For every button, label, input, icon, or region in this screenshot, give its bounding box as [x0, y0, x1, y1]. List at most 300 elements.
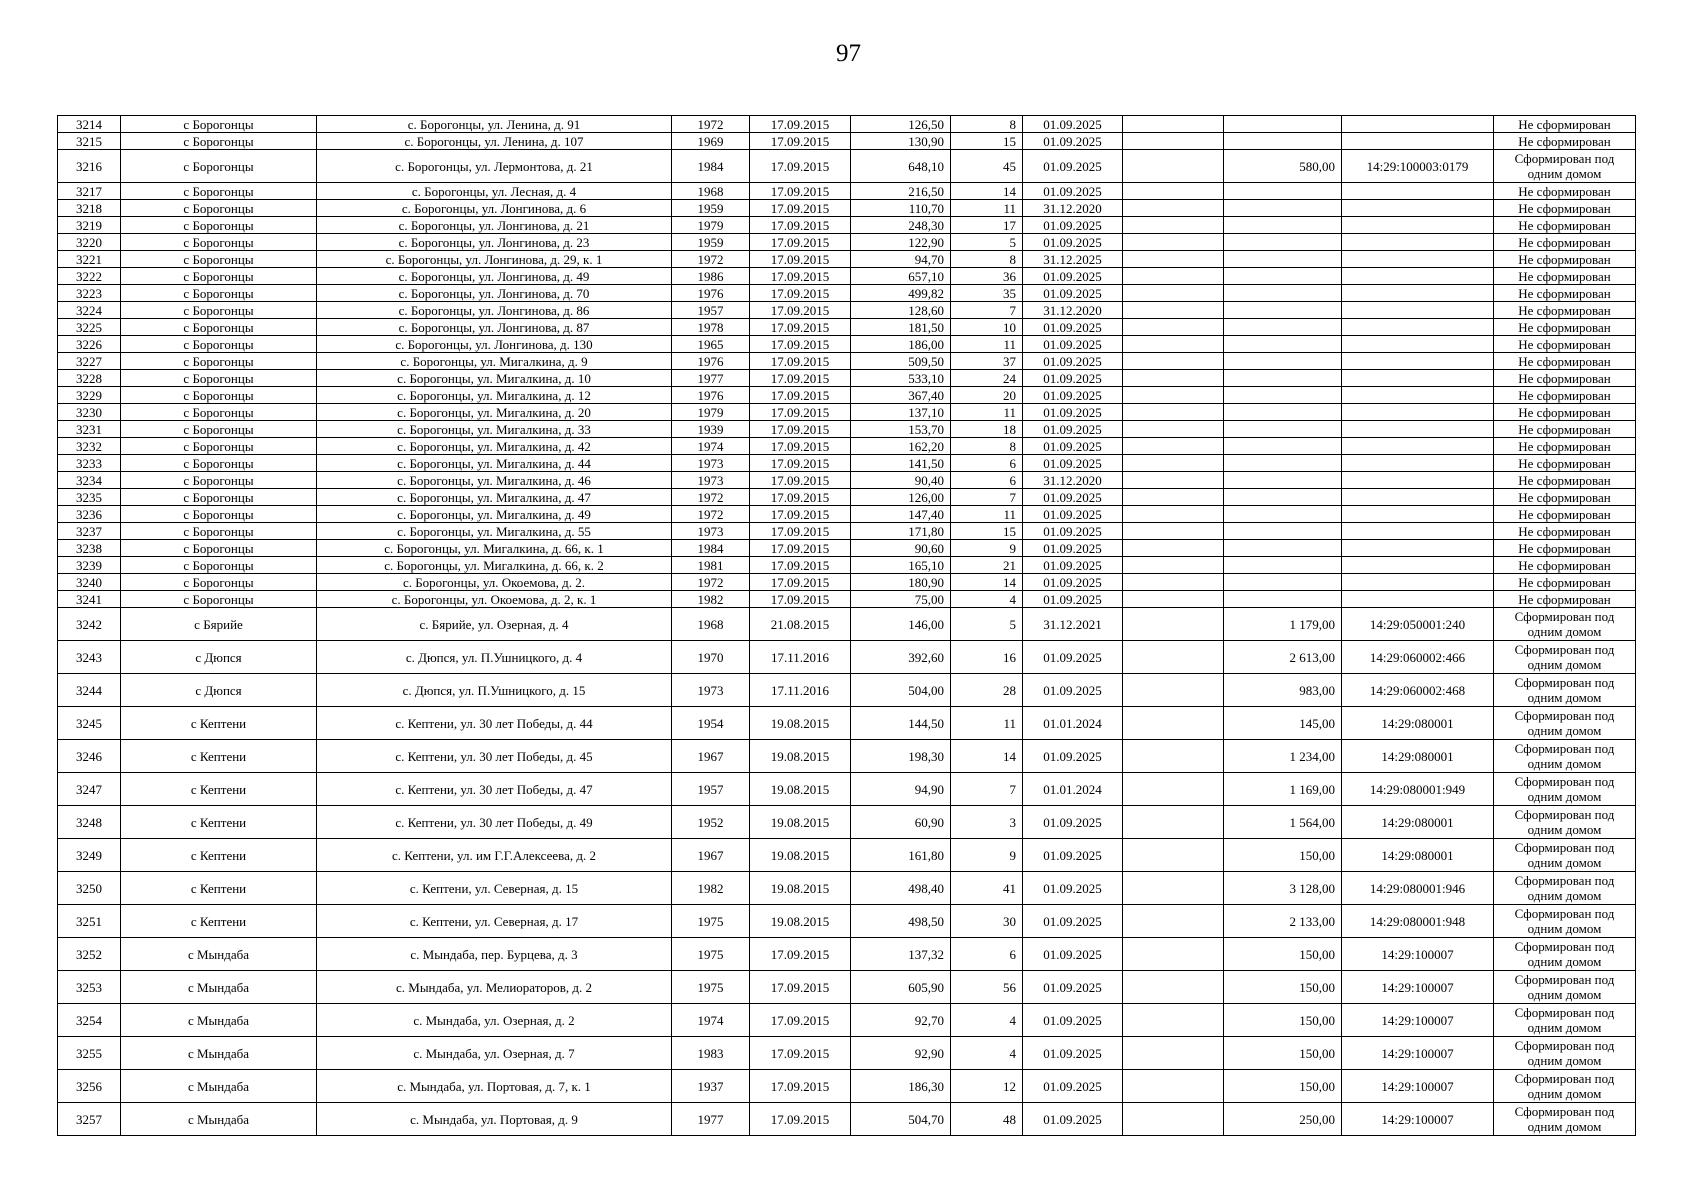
cell-address: с. Дюпся, ул. П.Ушницкого, д. 15	[317, 674, 672, 707]
cell-address: с. Борогонцы, ул. Мигалкина, д. 42	[317, 438, 672, 455]
cell-empty	[1123, 438, 1224, 455]
cell-status: Сформирован под одним домом	[1494, 1037, 1636, 1070]
cell-residents: 45	[951, 150, 1023, 183]
cell-survey-date: 21.08.2015	[750, 608, 851, 641]
table-row	[58, 268, 1636, 285]
cell-locality: с Кептени	[121, 839, 317, 872]
cell-address: с. Кептени, ул. им Г.Г.Алексеева, д. 2	[317, 839, 672, 872]
cell-deadline: 31.12.2020	[1023, 200, 1123, 217]
cell-address: с. Кептени, ул. 30 лет Победы, д. 49	[317, 806, 672, 839]
table-row	[58, 455, 1636, 472]
cell-deadline: 01.09.2025	[1023, 1004, 1123, 1037]
cell-survey-date: 17.09.2015	[750, 285, 851, 302]
cell-area: 110,70	[851, 200, 951, 217]
cell-empty	[1123, 1037, 1224, 1070]
cell-land-area	[1224, 455, 1342, 472]
cell-status: Не сформирован	[1494, 370, 1636, 387]
cell-empty	[1123, 938, 1224, 971]
cell-status: Не сформирован	[1494, 387, 1636, 404]
cell-residents: 11	[951, 200, 1023, 217]
cell-locality: с Борогонцы	[121, 217, 317, 234]
cell-deadline: 01.09.2025	[1023, 438, 1123, 455]
cell-residents: 5	[951, 608, 1023, 641]
cell-locality: с Борогонцы	[121, 268, 317, 285]
cell-address: с. Мындаба, ул. Портовая, д. 7, к. 1	[317, 1070, 672, 1103]
cell-locality: с Дюпся	[121, 641, 317, 674]
cell-area: 153,70	[851, 421, 951, 438]
cell-address: с. Борогонцы, ул. Ленина, д. 107	[317, 133, 672, 150]
cell-residents: 6	[951, 472, 1023, 489]
cell-empty	[1123, 839, 1224, 872]
cell-deadline: 01.09.2025	[1023, 353, 1123, 370]
cell-locality: с Борогонцы	[121, 438, 317, 455]
cell-deadline: 01.01.2024	[1023, 773, 1123, 806]
cell-area: 498,40	[851, 872, 951, 905]
cell-locality: с Борогонцы	[121, 591, 317, 608]
cell-cadastral-number	[1342, 319, 1494, 336]
table-row	[58, 336, 1636, 353]
table-row	[58, 540, 1636, 557]
cell-locality: с Кептени	[121, 806, 317, 839]
cell-address: с. Мындаба, ул. Озерная, д. 2	[317, 1004, 672, 1037]
cell-land-area: 250,00	[1224, 1103, 1342, 1136]
cell-number: 3241	[58, 591, 121, 608]
cell-residents: 4	[951, 591, 1023, 608]
cell-land-area	[1224, 133, 1342, 150]
cell-survey-date: 17.09.2015	[750, 370, 851, 387]
cell-status: Сформирован под одним домом	[1494, 872, 1636, 905]
cell-empty	[1123, 183, 1224, 200]
cell-number: 3231	[58, 421, 121, 438]
cell-number: 3249	[58, 839, 121, 872]
cell-survey-date: 17.09.2015	[750, 319, 851, 336]
cell-year-built: 1973	[672, 455, 750, 472]
table-row	[58, 971, 1636, 1004]
cell-cadastral-number	[1342, 370, 1494, 387]
table-row	[58, 217, 1636, 234]
cell-empty	[1123, 707, 1224, 740]
cell-address: с. Борогонцы, ул. Лонгинова, д. 23	[317, 234, 672, 251]
cell-cadastral-number: 14:29:100007	[1342, 1004, 1494, 1037]
cell-locality: с Борогонцы	[121, 489, 317, 506]
cell-address: с. Борогонцы, ул. Мигалкина, д. 49	[317, 506, 672, 523]
cell-empty	[1123, 421, 1224, 438]
cell-survey-date: 17.09.2015	[750, 523, 851, 540]
cell-land-area: 150,00	[1224, 1037, 1342, 1070]
cell-empty	[1123, 971, 1224, 1004]
cell-empty	[1123, 234, 1224, 251]
cell-deadline: 01.09.2025	[1023, 574, 1123, 591]
cell-land-area: 150,00	[1224, 839, 1342, 872]
cell-deadline: 31.12.2020	[1023, 472, 1123, 489]
cell-status: Не сформирован	[1494, 489, 1636, 506]
table-row	[58, 938, 1636, 971]
cell-cadastral-number	[1342, 133, 1494, 150]
cell-number: 3228	[58, 370, 121, 387]
cell-deadline: 01.09.2025	[1023, 1037, 1123, 1070]
cell-locality: с Борогонцы	[121, 302, 317, 319]
cell-deadline: 01.09.2025	[1023, 591, 1123, 608]
cell-year-built: 1954	[672, 707, 750, 740]
cell-status: Не сформирован	[1494, 404, 1636, 421]
cell-cadastral-number: 14:29:080001	[1342, 707, 1494, 740]
cell-year-built: 1939	[672, 421, 750, 438]
cell-cadastral-number: 14:29:080001	[1342, 839, 1494, 872]
cell-cadastral-number: 14:29:060002:466	[1342, 641, 1494, 674]
cell-year-built: 1983	[672, 1037, 750, 1070]
cell-cadastral-number	[1342, 200, 1494, 217]
cell-residents: 16	[951, 641, 1023, 674]
cell-number: 3235	[58, 489, 121, 506]
cell-land-area	[1224, 200, 1342, 217]
cell-cadastral-number	[1342, 455, 1494, 472]
cell-deadline: 01.09.2025	[1023, 421, 1123, 438]
cell-locality: с Кептени	[121, 707, 317, 740]
cell-year-built: 1973	[672, 674, 750, 707]
table-row	[58, 608, 1636, 641]
cell-deadline: 01.09.2025	[1023, 905, 1123, 938]
cell-address: с. Кептени, ул. 30 лет Победы, д. 45	[317, 740, 672, 773]
cell-number: 3220	[58, 234, 121, 251]
cell-number: 3243	[58, 641, 121, 674]
cell-locality: с Борогонцы	[121, 557, 317, 574]
cell-cadastral-number	[1342, 336, 1494, 353]
cell-deadline: 01.09.2025	[1023, 404, 1123, 421]
cell-empty	[1123, 872, 1224, 905]
cell-empty	[1123, 302, 1224, 319]
cell-locality: с Борогонцы	[121, 285, 317, 302]
cell-cadastral-number	[1342, 472, 1494, 489]
cell-cadastral-number: 14:29:080001	[1342, 806, 1494, 839]
table-row	[58, 302, 1636, 319]
cell-address: с. Борогонцы, ул. Лонгинова, д. 21	[317, 217, 672, 234]
table-row	[58, 183, 1636, 200]
cell-empty	[1123, 540, 1224, 557]
cell-survey-date: 19.08.2015	[750, 806, 851, 839]
cell-number: 3227	[58, 353, 121, 370]
cell-residents: 30	[951, 905, 1023, 938]
cell-land-area	[1224, 421, 1342, 438]
cell-deadline: 01.01.2024	[1023, 707, 1123, 740]
cell-locality: с Борогонцы	[121, 251, 317, 268]
cell-survey-date: 17.11.2016	[750, 641, 851, 674]
cell-land-area	[1224, 319, 1342, 336]
cell-residents: 12	[951, 1070, 1023, 1103]
table-row	[58, 523, 1636, 540]
cell-deadline: 01.09.2025	[1023, 336, 1123, 353]
cell-area: 165,10	[851, 557, 951, 574]
cell-survey-date: 17.09.2015	[750, 506, 851, 523]
cell-land-area: 150,00	[1224, 971, 1342, 1004]
cell-residents: 6	[951, 455, 1023, 472]
cell-year-built: 1968	[672, 183, 750, 200]
cell-deadline: 01.09.2025	[1023, 234, 1123, 251]
table-row	[58, 506, 1636, 523]
cell-cadastral-number	[1342, 285, 1494, 302]
cell-residents: 9	[951, 839, 1023, 872]
cell-status: Не сформирован	[1494, 251, 1636, 268]
cell-deadline: 01.09.2025	[1023, 1103, 1123, 1136]
table-row	[58, 557, 1636, 574]
cell-residents: 15	[951, 133, 1023, 150]
cell-number: 3240	[58, 574, 121, 591]
cell-year-built: 1967	[672, 740, 750, 773]
cell-year-built: 1972	[672, 116, 750, 133]
cell-empty	[1123, 506, 1224, 523]
cell-land-area	[1224, 404, 1342, 421]
table-row	[58, 674, 1636, 707]
cell-number: 3225	[58, 319, 121, 336]
cell-address: с. Борогонцы, ул. Лонгинова, д. 29, к. 1	[317, 251, 672, 268]
cell-empty	[1123, 591, 1224, 608]
cell-deadline: 31.12.2020	[1023, 302, 1123, 319]
cell-residents: 8	[951, 251, 1023, 268]
cell-survey-date: 17.09.2015	[750, 234, 851, 251]
cell-year-built: 1959	[672, 200, 750, 217]
cell-number: 3216	[58, 150, 121, 183]
cell-residents: 14	[951, 183, 1023, 200]
cell-year-built: 1977	[672, 1103, 750, 1136]
cell-address: с. Борогонцы, ул. Лонгинова, д. 86	[317, 302, 672, 319]
table-row	[58, 116, 1636, 133]
cell-survey-date: 17.09.2015	[750, 336, 851, 353]
cell-empty	[1123, 336, 1224, 353]
cell-status: Сформирован под одним домом	[1494, 674, 1636, 707]
cell-year-built: 1984	[672, 150, 750, 183]
cell-area: 60,90	[851, 806, 951, 839]
cell-empty	[1123, 740, 1224, 773]
cell-area: 141,50	[851, 455, 951, 472]
cell-area: 648,10	[851, 150, 951, 183]
cell-address: с. Борогонцы, ул. Ленина, д. 91	[317, 116, 672, 133]
cell-status: Не сформирован	[1494, 183, 1636, 200]
cell-empty	[1123, 1004, 1224, 1037]
cell-locality: с Борогонцы	[121, 404, 317, 421]
cell-cadastral-number: 14:29:080001	[1342, 740, 1494, 773]
cell-residents: 17	[951, 217, 1023, 234]
cell-area: 146,00	[851, 608, 951, 641]
cell-area: 533,10	[851, 370, 951, 387]
cell-residents: 11	[951, 404, 1023, 421]
table-row	[58, 641, 1636, 674]
cell-number: 3230	[58, 404, 121, 421]
cell-year-built: 1976	[672, 387, 750, 404]
cell-address: с. Кептени, ул. Северная, д. 17	[317, 905, 672, 938]
cell-survey-date: 17.09.2015	[750, 404, 851, 421]
cell-year-built: 1937	[672, 1070, 750, 1103]
cell-deadline: 01.09.2025	[1023, 319, 1123, 336]
table-row	[58, 150, 1636, 183]
cell-area: 75,00	[851, 591, 951, 608]
cell-survey-date: 17.09.2015	[750, 353, 851, 370]
cell-empty	[1123, 557, 1224, 574]
cell-survey-date: 19.08.2015	[750, 707, 851, 740]
cell-survey-date: 17.09.2015	[750, 472, 851, 489]
cell-land-area	[1224, 472, 1342, 489]
table-row	[58, 353, 1636, 370]
cell-locality: с Борогонцы	[121, 116, 317, 133]
cell-area: 162,20	[851, 438, 951, 455]
cell-residents: 48	[951, 1103, 1023, 1136]
cell-area: 216,50	[851, 183, 951, 200]
cell-locality: с Мындаба	[121, 1103, 317, 1136]
cell-residents: 4	[951, 1037, 1023, 1070]
cell-year-built: 1952	[672, 806, 750, 839]
cell-area: 94,90	[851, 773, 951, 806]
cell-deadline: 01.09.2025	[1023, 285, 1123, 302]
cell-empty	[1123, 370, 1224, 387]
cell-deadline: 01.09.2025	[1023, 641, 1123, 674]
cell-deadline: 01.09.2025	[1023, 740, 1123, 773]
cell-area: 94,70	[851, 251, 951, 268]
cell-number: 3256	[58, 1070, 121, 1103]
cell-residents: 7	[951, 773, 1023, 806]
cell-locality: с Борогонцы	[121, 472, 317, 489]
cell-empty	[1123, 116, 1224, 133]
cell-year-built: 1975	[672, 905, 750, 938]
cell-address: с. Мындаба, ул. Озерная, д. 7	[317, 1037, 672, 1070]
cell-empty	[1123, 353, 1224, 370]
cell-locality: с Борогонцы	[121, 523, 317, 540]
cell-survey-date: 17.09.2015	[750, 200, 851, 217]
cell-address: с. Борогонцы, ул. Окоемова, д. 2.	[317, 574, 672, 591]
cell-area: 126,50	[851, 116, 951, 133]
table-row	[58, 839, 1636, 872]
cell-area: 137,10	[851, 404, 951, 421]
cell-cadastral-number: 14:29:080001:946	[1342, 872, 1494, 905]
cell-land-area	[1224, 336, 1342, 353]
cell-area: 128,60	[851, 302, 951, 319]
cell-number: 3226	[58, 336, 121, 353]
cell-deadline: 01.09.2025	[1023, 150, 1123, 183]
cell-year-built: 1973	[672, 523, 750, 540]
cell-number: 3224	[58, 302, 121, 319]
cell-address: с. Дюпся, ул. П.Ушницкого, д. 4	[317, 641, 672, 674]
cell-area: 498,50	[851, 905, 951, 938]
cell-status: Сформирован под одним домом	[1494, 707, 1636, 740]
cell-status: Сформирован под одним домом	[1494, 905, 1636, 938]
cell-residents: 5	[951, 234, 1023, 251]
table-row	[58, 489, 1636, 506]
cell-year-built: 1976	[672, 353, 750, 370]
cell-status: Не сформирован	[1494, 438, 1636, 455]
cell-year-built: 1974	[672, 1004, 750, 1037]
cell-year-built: 1975	[672, 971, 750, 1004]
cell-survey-date: 17.09.2015	[750, 557, 851, 574]
cell-locality: с Борогонцы	[121, 319, 317, 336]
cell-year-built: 1981	[672, 557, 750, 574]
cell-empty	[1123, 472, 1224, 489]
cell-year-built: 1965	[672, 336, 750, 353]
cell-land-area	[1224, 302, 1342, 319]
cell-deadline: 01.09.2025	[1023, 455, 1123, 472]
table-row	[58, 133, 1636, 150]
cell-year-built: 1975	[672, 938, 750, 971]
cell-number: 3245	[58, 707, 121, 740]
cell-year-built: 1986	[672, 268, 750, 285]
cell-deadline: 01.09.2025	[1023, 116, 1123, 133]
cell-survey-date: 17.09.2015	[750, 971, 851, 1004]
cell-land-area	[1224, 217, 1342, 234]
cell-cadastral-number	[1342, 591, 1494, 608]
cell-area: 367,40	[851, 387, 951, 404]
cell-locality: с Мындаба	[121, 1070, 317, 1103]
cell-cadastral-number	[1342, 116, 1494, 133]
cell-number: 3219	[58, 217, 121, 234]
cell-year-built: 1976	[672, 285, 750, 302]
cell-year-built: 1968	[672, 608, 750, 641]
cell-status: Не сформирован	[1494, 557, 1636, 574]
cell-residents: 7	[951, 489, 1023, 506]
cell-number: 3214	[58, 116, 121, 133]
cell-survey-date: 17.09.2015	[750, 183, 851, 200]
cell-land-area: 983,00	[1224, 674, 1342, 707]
cell-cadastral-number: 14:29:100007	[1342, 971, 1494, 1004]
cell-year-built: 1957	[672, 302, 750, 319]
cell-number: 3233	[58, 455, 121, 472]
cell-address: с. Кептени, ул. Северная, д. 15	[317, 872, 672, 905]
cell-residents: 3	[951, 806, 1023, 839]
cell-area: 171,80	[851, 523, 951, 540]
cell-land-area	[1224, 438, 1342, 455]
cell-land-area	[1224, 387, 1342, 404]
table-row	[58, 404, 1636, 421]
cell-area: 509,50	[851, 353, 951, 370]
cell-address: с. Мындаба, ул. Портовая, д. 9	[317, 1103, 672, 1136]
cell-locality: с Дюпся	[121, 674, 317, 707]
cell-locality: с Бярийе	[121, 608, 317, 641]
cell-area: 186,00	[851, 336, 951, 353]
cell-residents: 15	[951, 523, 1023, 540]
cell-cadastral-number: 14:29:100007	[1342, 938, 1494, 971]
cell-year-built: 1972	[672, 506, 750, 523]
table-row	[58, 707, 1636, 740]
cell-empty	[1123, 806, 1224, 839]
cell-land-area: 3 128,00	[1224, 872, 1342, 905]
cell-deadline: 01.09.2025	[1023, 183, 1123, 200]
cell-survey-date: 17.09.2015	[750, 1037, 851, 1070]
cell-area: 504,00	[851, 674, 951, 707]
cell-survey-date: 17.09.2015	[750, 421, 851, 438]
cell-address: с. Борогонцы, ул. Мигалкина, д. 20	[317, 404, 672, 421]
cell-area: 147,40	[851, 506, 951, 523]
cell-deadline: 01.09.2025	[1023, 489, 1123, 506]
table-row	[58, 285, 1636, 302]
cell-status: Не сформирован	[1494, 268, 1636, 285]
cell-locality: с Борогонцы	[121, 150, 317, 183]
cell-deadline: 01.09.2025	[1023, 523, 1123, 540]
cell-land-area: 1 234,00	[1224, 740, 1342, 773]
cell-cadastral-number	[1342, 234, 1494, 251]
cell-cadastral-number	[1342, 268, 1494, 285]
cell-deadline: 01.09.2025	[1023, 370, 1123, 387]
table-row	[58, 773, 1636, 806]
cell-area: 392,60	[851, 641, 951, 674]
cell-empty	[1123, 268, 1224, 285]
cell-residents: 6	[951, 938, 1023, 971]
cell-cadastral-number: 14:29:050001:240	[1342, 608, 1494, 641]
cell-cadastral-number	[1342, 302, 1494, 319]
cell-address: с. Борогонцы, ул. Мигалкина, д. 10	[317, 370, 672, 387]
cell-survey-date: 19.08.2015	[750, 773, 851, 806]
table-row	[58, 591, 1636, 608]
cell-year-built: 1982	[672, 591, 750, 608]
cell-address: с. Борогонцы, ул. Лонгинова, д. 70	[317, 285, 672, 302]
cell-year-built: 1967	[672, 839, 750, 872]
cell-year-built: 1974	[672, 438, 750, 455]
table-row	[58, 234, 1636, 251]
cell-year-built: 1979	[672, 404, 750, 421]
